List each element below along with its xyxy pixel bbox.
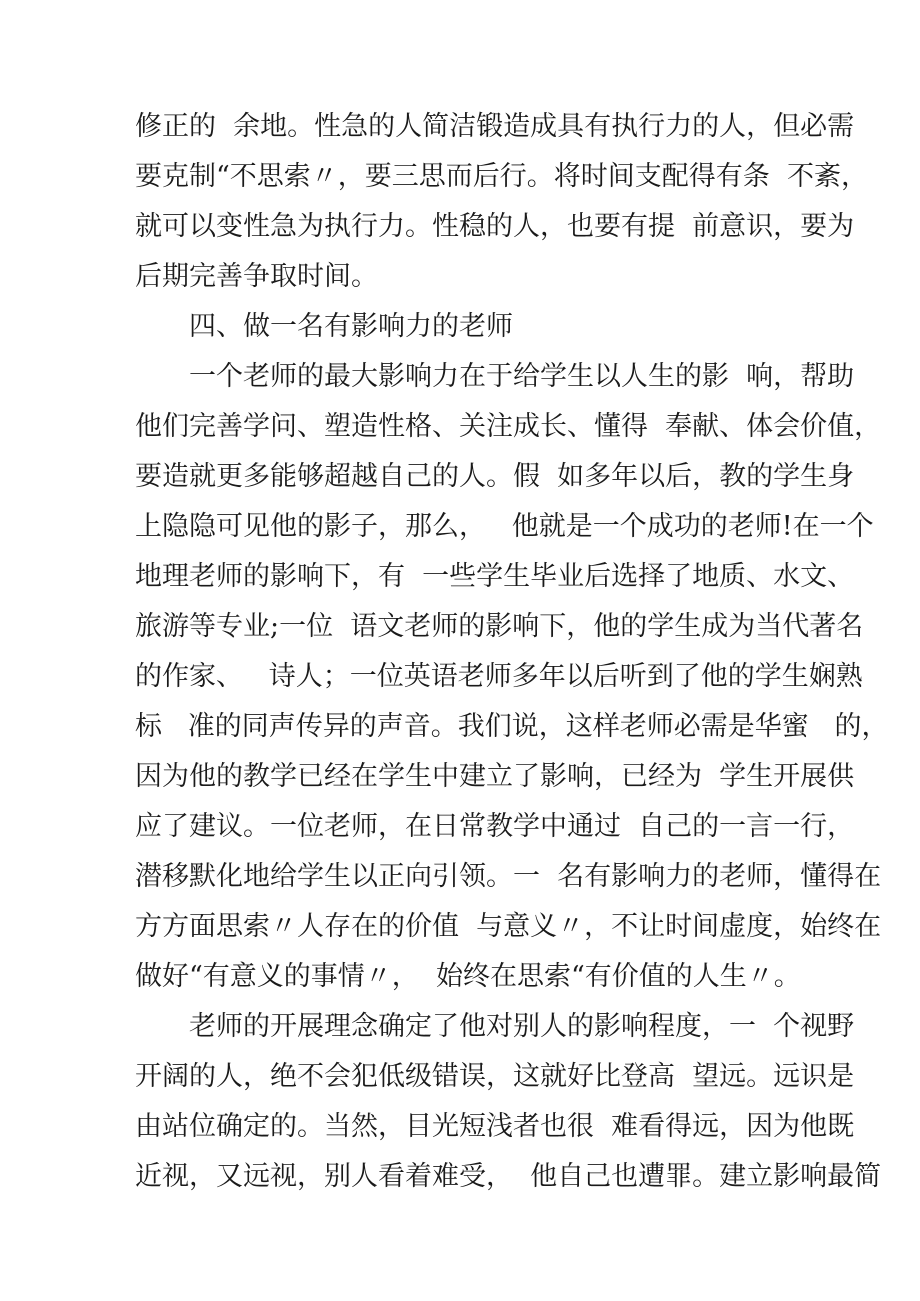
- p2-line-6: 旅游等专业;一位 语文老师的影响下，他的学生成为当代著名: [135, 611, 864, 642]
- p2-line-11: 潜移默化地给学生以正向引领。一 名有影响力的老师，懂得在: [135, 861, 882, 892]
- p3-line-3: 由站位确定的。当然，目光短浅者也很 难看得远，因为他既: [135, 1111, 855, 1142]
- p1-line-3: 就可以变性急为执行力。性稳的人，也要有提 前意识，要为: [135, 211, 855, 242]
- p2-line-2: 他们完善学问、塑造性格、关注成长、懂得 奉献、体会价值，: [135, 411, 882, 442]
- p2-line-3: 要造就更多能够超越自己的人。假 如多年以后，教的学生身: [135, 461, 855, 492]
- p2-line-1: 一个老师的最大影响力在于给学生以人生的影 响，帮助: [189, 361, 855, 392]
- p3-line-2: 开阔的人，绝不会犯低级错误，这就好比登高 望远。远识是: [135, 1061, 855, 1092]
- p1-line-2: 要克制“不思索〃，要三思而后行。将时间支配得有条 不紊，: [135, 161, 868, 192]
- p2-line-8: 标 准的同声传异的声音。我们说，这样老师必需是华蜜 的，: [135, 711, 889, 742]
- p1-line-1: 修正的 余地。性急的人简洁锻造成具有执行力的人，但必需: [135, 111, 855, 142]
- p2-line-4: 上隐隐可见他的影子，那么， 他就是一个成功的老师!在一个: [135, 511, 874, 542]
- p2-line-12: 方方面思索〃人存在的价值 与意义〃，不让时间虚度，始终在: [135, 911, 882, 942]
- p2-line-13: 做好“有意义的事情〃， 始终在思索“有价值的人生〃。: [135, 961, 801, 992]
- section-heading: 四、做一名有影响力的老师: [189, 311, 513, 342]
- p3-line-4: 近视，又远视，别人看着难受， 他自己也遭罪。建立影响最简: [135, 1161, 882, 1192]
- p2-line-10: 应了建议。一位老师，在日常教学中通过 自己的一言一行，: [135, 811, 855, 842]
- p3-line-1: 老师的开展理念确定了他对别人的影响程度，一 个视野: [189, 1011, 855, 1042]
- p2-line-5: 地理老师的影响下，有 一些学生毕业后选择了地质、水文、: [135, 561, 855, 592]
- p1-line-4: 后期完善争取时间。: [135, 261, 378, 292]
- p2-line-7: 的作家、 诗人；一位英语老师多年以后听到了他的学生娴熟: [135, 661, 863, 692]
- p2-line-9: 因为他的教学已经在学生中建立了影响，已经为 学生开展供: [135, 761, 855, 792]
